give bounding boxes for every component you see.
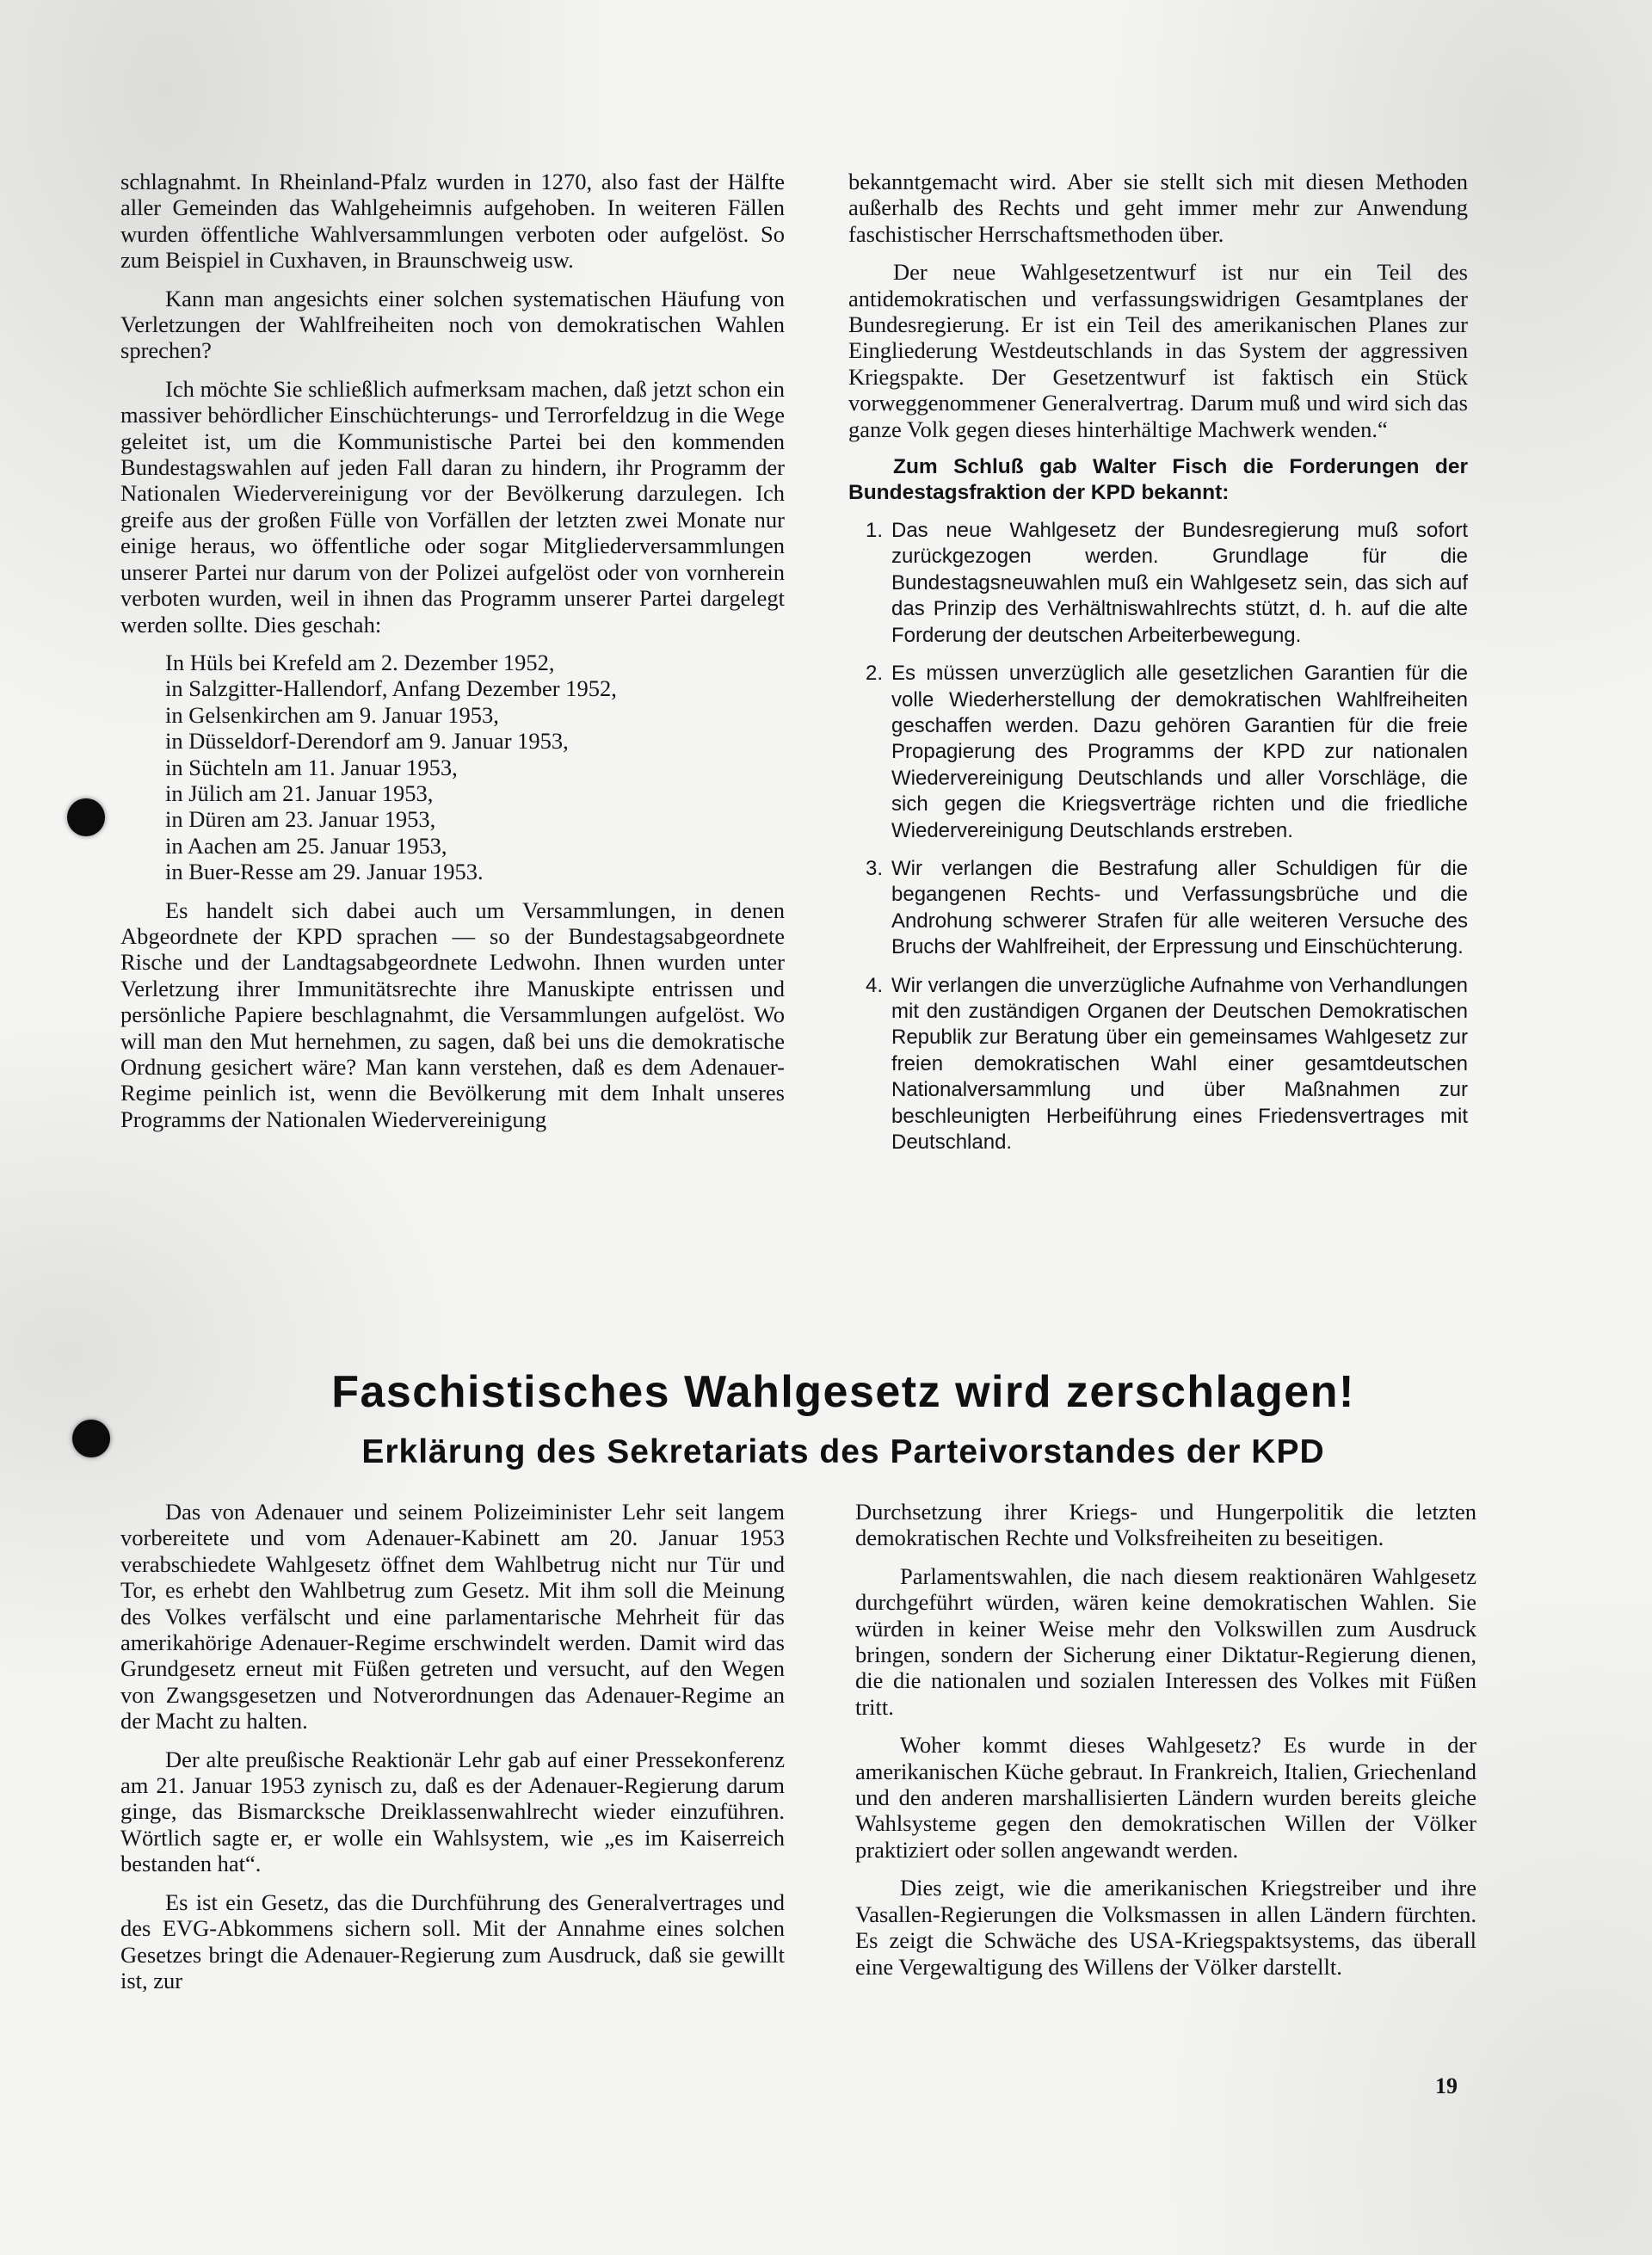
demand-number: 1. [866,519,884,543]
paragraph: Kann man angesichts einer solchen systematischen Häufung von Verletzungen der Wahlfreiheiten noch von demokratischen Wahlen sprechen? [120,285,785,364]
demand-text: Es müssen unverzüglich alle gesetzlichen Garantien für die volle Wiederherstellung der demokratischen Wahlfreiheiten geschaffen werden. Dazu gehören Garantien für die freie Propagierung des Programms der KPD zur nationalen Wiedervereinigung Deutschlands und aller Vorschläge, die sich gegen die Kriegsverträge richten und die friedliche Wiedervereinigung Deutschlands erstreben. [891,662,1468,842]
list-item: in Gelsenkirchen am 9. Januar 1953, [165,701,499,728]
demand-item [867,661,1468,844]
paragraph: Es handelt sich dabei auch um Versammlungen, in denen Abgeordnete der KPD sprachen — so der Bundestagsabgeordnete Rische und der Landtagsabgeordnete Ledwohn. Ihnen wurden unter Verletzung ihrer Immunitätsrechte ihre Manuskipte entrissen und persönliche Papiere beschlagnahmt, die Versammlungen aufgelöst. Wo will man den Mut hernehmen, zu sagen, daß bei uns die demokratische Ordnung gesichert wäre? Man kann verstehen, daß es dem Adenauer-Regime peinlich ist, wenn die Bevölkerung mit dem Inhalt unseres Programms der Nationalen Wiedervereinigung [120,896,785,1132]
paragraph: schlagnahmt. In Rheinland-Pfalz wurden in 1270, also fast der Hälfte aller Gemeinden das Wahlgeheimnis aufgehoben. In weiteren Fällen wurden öffentliche Wahlversammlungen verboten oder aufgelöst. So zum Beispiel in Cuxhaven, in Braunschweig usw. [120,169,785,274]
page-number: 19 [1435,2073,1458,2098]
paragraph: Ich möchte Sie schließlich aufmerksam machen, daß jetzt schon ein massiver behördlicher Einschüchterungs- und Terrorfeldzug in die Wege geleitet ist, um die Kommunistische Partei bei den kommenden Bundestagswahlen auf jeden Fall daran zu hindern, ihr Programm der Nationalen Wiedervereinigung vor der Bevölkerung darzulegen. Ich greife aus der großen Fülle von Vorfällen der letzten zwei Monate nur einige heraus, wo öffentliche oder sogar Mitgliederversammlungen unserer Partei nur darum von der Polizei aufgelöst oder von vornherein verboten wurden, weil in ihnen das Programm unserer Partei dargelegt werden sollte. Dies geschah: [120,375,785,638]
list-item: in Süchteln am 11. Januar 1953, [165,754,458,780]
meeting-list [165,650,785,885]
list-item: In Hüls bei Krefeld am 2. Dezember 1952, [165,649,555,675]
paragraph: Durchsetzung ihrer Kriegs- und Hungerpolitik die letzten demokratischen Rechte und Volksfreiheiten zu beseitigen. [855,1499,1476,1551]
demand-item [867,973,1468,1156]
demand-item [867,856,1468,961]
paragraph: Woher kommt dieses Wahlgesetz? Es wurde in der amerikanischen Küche gebraut. In Frankreich, Italien, Griechenland und den anderen marshallisierten Ländern wurden bereits gleiche Wahlsysteme gegen den demokratischen Willen der Völker praktiziert oder sollen angewandt werden. [855,1732,1476,1863]
demand-number: 4. [866,973,884,997]
list-item: in Salzgitter-Hallendorf, Anfang Dezember 1952, [165,675,617,702]
demand-text: Das neue Wahlgesetz der Bundesregierung muß sofort zurückgezogen werden. Grundlage für die Bundestagsneuwahlen muß ein Wahlgesetz sein, das sich auf das Prinzip des Verhältniswahlrechts stützt, d. h. auf die alte Forderung der deutschen Arbeiterbewegung. [891,519,1468,647]
demand-text: Wir verlangen die unverzügliche Aufnahme von Verhandlungen mit den zuständigen Organen der Deutschen Demokratischen Republik zur Beratung über ein gemeinsames Wahlgesetz zur freien demokratischen Wahl einer gesamtdeutschen Nationalversammlung und über Maßnahmen zur beschleunigten Herbeiführung eines Friedensvertrages mit Deutschland. [891,973,1468,1154]
demand-number: 2. [866,662,884,686]
paragraph: Der neue Wahlgesetzentwurf ist nur ein Teil des antidemokratischen und verfassungswidrigen Gesamtplanes der Bundesregierung. Er ist ein Teil des amerikanischen Planes zur Eingliederung Westdeutschlands in das System der aggressiven Kriegspakte. Der Gesetzentwurf ist faktisch ein Stück vorweggenommener Generalvertrag. Darum muß und wird sich das ganze Volk gegen dieses hinterhältige Machwerk wenden.“ [848,259,1468,442]
demands-list [848,518,1468,1155]
paragraph: Der alte preußische Reaktionär Lehr gab auf einer Pressekonferenz am 21. Januar 1953 zynisch zu, daß es der Adenauer-Regierung darum ginge, das Bismarcksche Dreiklassenwahlrecht wieder einzuführen. Wörtlich sagte er, er wolle ein Wahlsystem, wie „es im Kaiserreich bestanden hat“. [120,1746,785,1877]
article-subheadline: Erklärung des Sekretariats des Parteivorstandes der KPD [361,1433,1325,1470]
paragraph: bekanntgemacht wird. Aber sie stellt sich mit diesen Methoden außerhalb des Rechts und geht immer mehr zur Anwendung faschistischer Herrschaftsmethoden über. [848,169,1468,247]
list-item: in Buer-Resse am 29. Januar 1953. [165,859,484,885]
demand-item [867,518,1468,649]
list-item: in Jülich am 21. Januar 1953, [165,779,434,806]
punch-hole [67,798,105,836]
paragraph: Es ist ein Gesetz, das die Durchführung des Generalvertrages und des EVG-Abkommens sichern soll. Mit der Annahme eines solchen Gesetzes bringt die Adenauer-Regierung zum Ausdruck, daß sie gewillt ist, zur [120,1888,785,1993]
demands-intro: Zum Schluß gab Walter Fisch die Forderungen der Bundestagsfraktion der KPD bekannt: [848,455,1468,505]
demand-number: 3. [866,856,884,880]
paragraph: Dies zeigt, wie die amerikanischen Kriegstreiber und ihre Vasallen-Regierungen die Volksmassen in allen Ländern fürchten. Es zeigt die Schwäche des USA-Kriegspaktsystems, das überall eine Vergewaltigung des Willens der Völker darstellt. [855,1875,1476,1980]
article-headline: Faschistisches Wahlgesetz wird zerschlagen! [331,1367,1355,1417]
top-right-column [848,169,1468,1168]
list-item: in Düsseldorf-Derendorf am 9. Januar 1953, [165,728,569,755]
paragraph: Das von Adenauer und seinem Polizeiminister Lehr seit langem vorbereitete und vom Adenauer-Kabinett am 20. Januar 1953 verabschiedete Wahlgesetz öffnet dem Wahlbetrug nicht nur Tür und Tor, es erhebt den Wahlbetrug zum Gesetz. Mit ihm soll die Meinung des Volkes verfälscht und eine parlamentarische Mehrheit für das amerikahörige Adenauer-Regime erschwindelt werden. Damit wird das Grundgesetz erneut mit Füßen getreten und versucht, auf den Wegen von Zwangsgesetzen und Notverordnungen das Adenauer-Regime an der Macht zu halten. [120,1499,785,1734]
list-item: in Düren am 23. Januar 1953, [165,806,436,833]
demand-text: Wir verlangen die Bestrafung aller Schuldigen für die begangenen Rechts- und Verfassungsbrüche und die Androhung schwerer Strafen für alle weiteren Versuche des Bruchs der Wahlfreiheit, der Erpressung und Einschüchterung. [891,856,1468,959]
list-item: in Aachen am 25. Januar 1953, [165,832,447,859]
paragraph: Parlamentswahlen, die nach diesem reaktionären Wahlgesetz durchgeführt würden, wären keine demokratischen Wahlen. Sie würden in keiner Weise mehr den Volkswillen zum Ausdruck bringen, sondern der Sicherung einer Diktatur-Regierung dienen, die die nationalen und sozialen Interessen des Volkes mit Füßen tritt. [855,1562,1476,1720]
top-left-column [120,169,785,1144]
bottom-left-column [120,1499,785,2005]
bottom-right-column [855,1499,1476,1992]
